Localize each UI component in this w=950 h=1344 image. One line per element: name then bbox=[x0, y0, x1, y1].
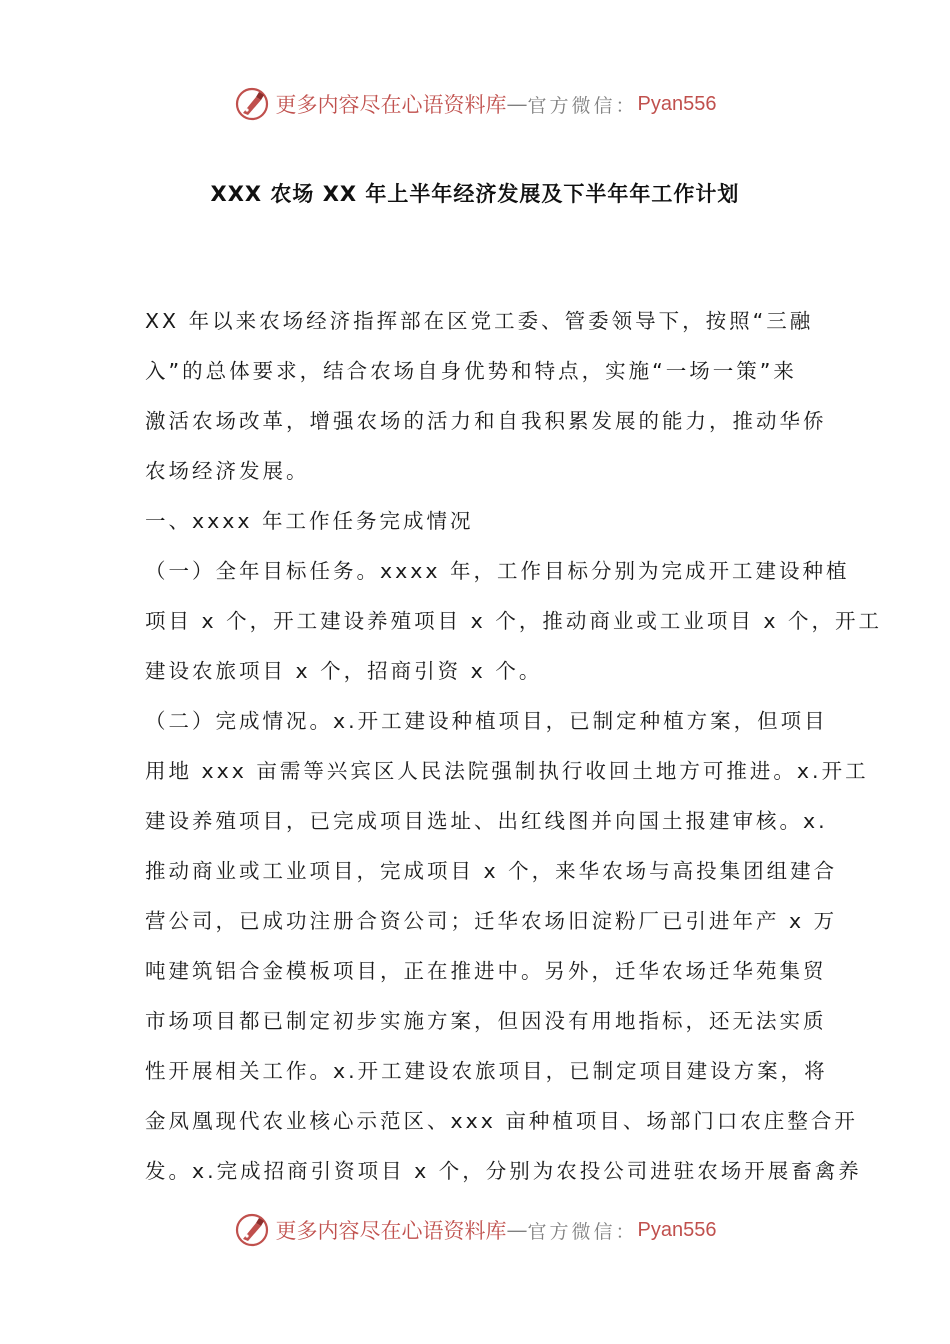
body-line: 金凤凰现代农业核心示范区、xxx 亩种植项目、场部门口农庄整合开 bbox=[145, 1109, 858, 1133]
footer-watermark-banner bbox=[0, 1208, 950, 1252]
body-line: XX 年以来农场经济指挥部在区党工委、管委领导下，按照“三融 bbox=[145, 309, 814, 333]
document-body bbox=[145, 296, 882, 1196]
body-line: 项目 x 个，开工建设养殖项目 x 个，推动商业或工业项目 x 个，开工 bbox=[145, 609, 882, 633]
document-title: XXX 农场 XX 年上半年经济发展及下半年年工作计划 bbox=[210, 182, 740, 206]
banner-separator: — bbox=[506, 92, 528, 116]
body-line: 农场经济发展。 bbox=[145, 459, 310, 483]
body-line: 吨建筑铝合金模板项目，正在推进中。另外，迁华农场迁华苑集贸 bbox=[145, 959, 827, 983]
banner-separator: — bbox=[506, 1218, 528, 1242]
brand-text: 更多内容尽在心语资料库 bbox=[275, 93, 507, 117]
body-line: 市场项目都已制定初步实施方案，但因没有用地指标，还无法实质 bbox=[145, 1009, 827, 1033]
body-line: 用地 xxx 亩需等兴宾区人民法院强制执行收回土地方可推进。x.开工 bbox=[145, 759, 869, 783]
pen-nib-circle-icon bbox=[234, 86, 270, 122]
body-line: 入”的总体要求，结合农场自身优势和特点，实施“一场一策”来 bbox=[145, 359, 797, 383]
wechat-id: Pyan556 bbox=[637, 92, 717, 115]
section-heading: 一、xxxx 年工作任务完成情况 bbox=[145, 509, 474, 533]
brand-text: 更多内容尽在心语资料库 bbox=[275, 1219, 507, 1243]
header-watermark-banner bbox=[0, 82, 950, 126]
wechat-label: 官方微信： bbox=[527, 1220, 638, 1243]
wechat-label: 官方微信： bbox=[527, 94, 638, 117]
body-line: 推动商业或工业项目，完成项目 x 个，来华农场与高投集团组建合 bbox=[145, 859, 838, 883]
body-line: 建设养殖项目，已完成项目选址、出红线图并向国土报建审核。x. bbox=[145, 809, 828, 833]
body-line: （一）全年目标任务。xxxx 年，工作目标分别为完成开工建设种植 bbox=[145, 559, 850, 583]
body-line: 建设农旅项目 x 个，招商引资 x 个。 bbox=[145, 659, 543, 683]
body-line: 营公司，已成功注册合资公司；迁华农场旧淀粉厂已引进年产 x 万 bbox=[145, 909, 838, 933]
pen-nib-circle-icon bbox=[234, 1212, 270, 1248]
wechat-id: Pyan556 bbox=[637, 1218, 717, 1241]
body-line: 激活农场改革，增强农场的活力和自我积累发展的能力，推动华侨 bbox=[145, 409, 827, 433]
body-line: 发。x.完成招商引资项目 x 个，分别为农投公司进驻农场开展畜禽养 bbox=[145, 1159, 862, 1183]
body-line: （二）完成情况。x.开工建设种植项目，已制定种植方案，但项目 bbox=[145, 709, 828, 733]
body-line: 性开展相关工作。x.开工建设农旅项目，已制定项目建设方案，将 bbox=[145, 1059, 828, 1083]
